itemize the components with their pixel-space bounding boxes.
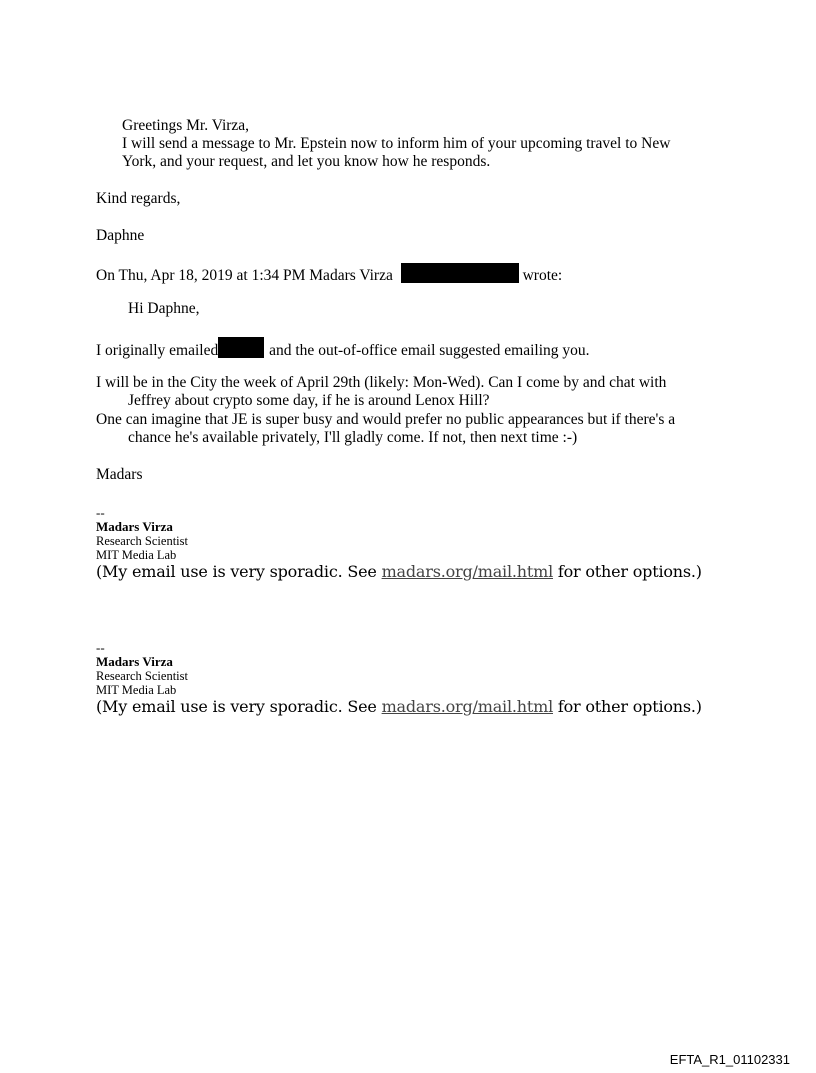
quote-header — [96, 263, 562, 285]
original-p2-line-1: I will be in the City the week of April 29th (likely: Mon-Wed). Can I come by and chat with — [96, 374, 667, 391]
reply-greeting: Greetings Mr. Virza, — [122, 117, 250, 134]
signature-note-end: for other options.) — [553, 697, 702, 716]
redaction-email — [401, 263, 519, 283]
signature-block-2 — [96, 641, 702, 717]
reply-line-2: York, and your request, and let you know how he responds. — [122, 153, 491, 170]
original-p1-start: I originally emailed — [96, 342, 219, 359]
signature-note — [96, 562, 702, 582]
signature-org: MIT Media Lab — [96, 683, 177, 697]
signature-block-1 — [96, 506, 702, 582]
original-p1-end: and the out-of-office email suggested emailing you. — [269, 342, 590, 359]
redaction-recipient — [218, 337, 264, 358]
original-paragraph-1 — [96, 337, 590, 360]
signature-name: Madars Virza — [96, 519, 173, 534]
quote-header-suffix: wrote: — [522, 267, 563, 284]
quote-header-prefix: On Thu, Apr 18, 2019 at 1:34 PM Madars Virza — [96, 267, 393, 284]
reply-sender-name: Daphne — [96, 227, 145, 244]
mail-options-link[interactable]: madars.org/mail.html — [381, 697, 553, 716]
reply-line-1: I will send a message to Mr. Epstein now to inform him of your upcoming travel to New — [122, 135, 671, 152]
signature-title: Research Scientist — [96, 669, 188, 683]
signature-note-end: for other options.) — [553, 562, 702, 581]
original-p3-line-1: One can imagine that JE is super busy and would prefer no public appearances but if there's a — [96, 411, 676, 428]
signature-org: MIT Media Lab — [96, 548, 177, 562]
original-signoff: Madars — [96, 466, 143, 483]
original-p3-line-2: chance he's available privately, I'll gladly come. If not, then next time :-) — [128, 429, 578, 446]
signature-note-start: (My email use is very sporadic. See — [96, 697, 382, 716]
signature-dash: -- — [96, 640, 105, 655]
reply-closing: Kind regards, — [96, 190, 181, 207]
original-greeting: Hi Daphne, — [128, 300, 200, 317]
original-p2-line-2: Jeffrey about crypto some day, if he is around Lenox Hill? — [128, 392, 490, 409]
document-id: EFTA_R1_01102331 — [669, 1052, 790, 1067]
mail-options-link[interactable]: madars.org/mail.html — [381, 562, 553, 581]
signature-title: Research Scientist — [96, 534, 188, 548]
signature-note — [96, 697, 702, 717]
signature-name: Madars Virza — [96, 654, 173, 669]
signature-note-start: (My email use is very sporadic. See — [96, 562, 382, 581]
signature-dash: -- — [96, 505, 105, 520]
